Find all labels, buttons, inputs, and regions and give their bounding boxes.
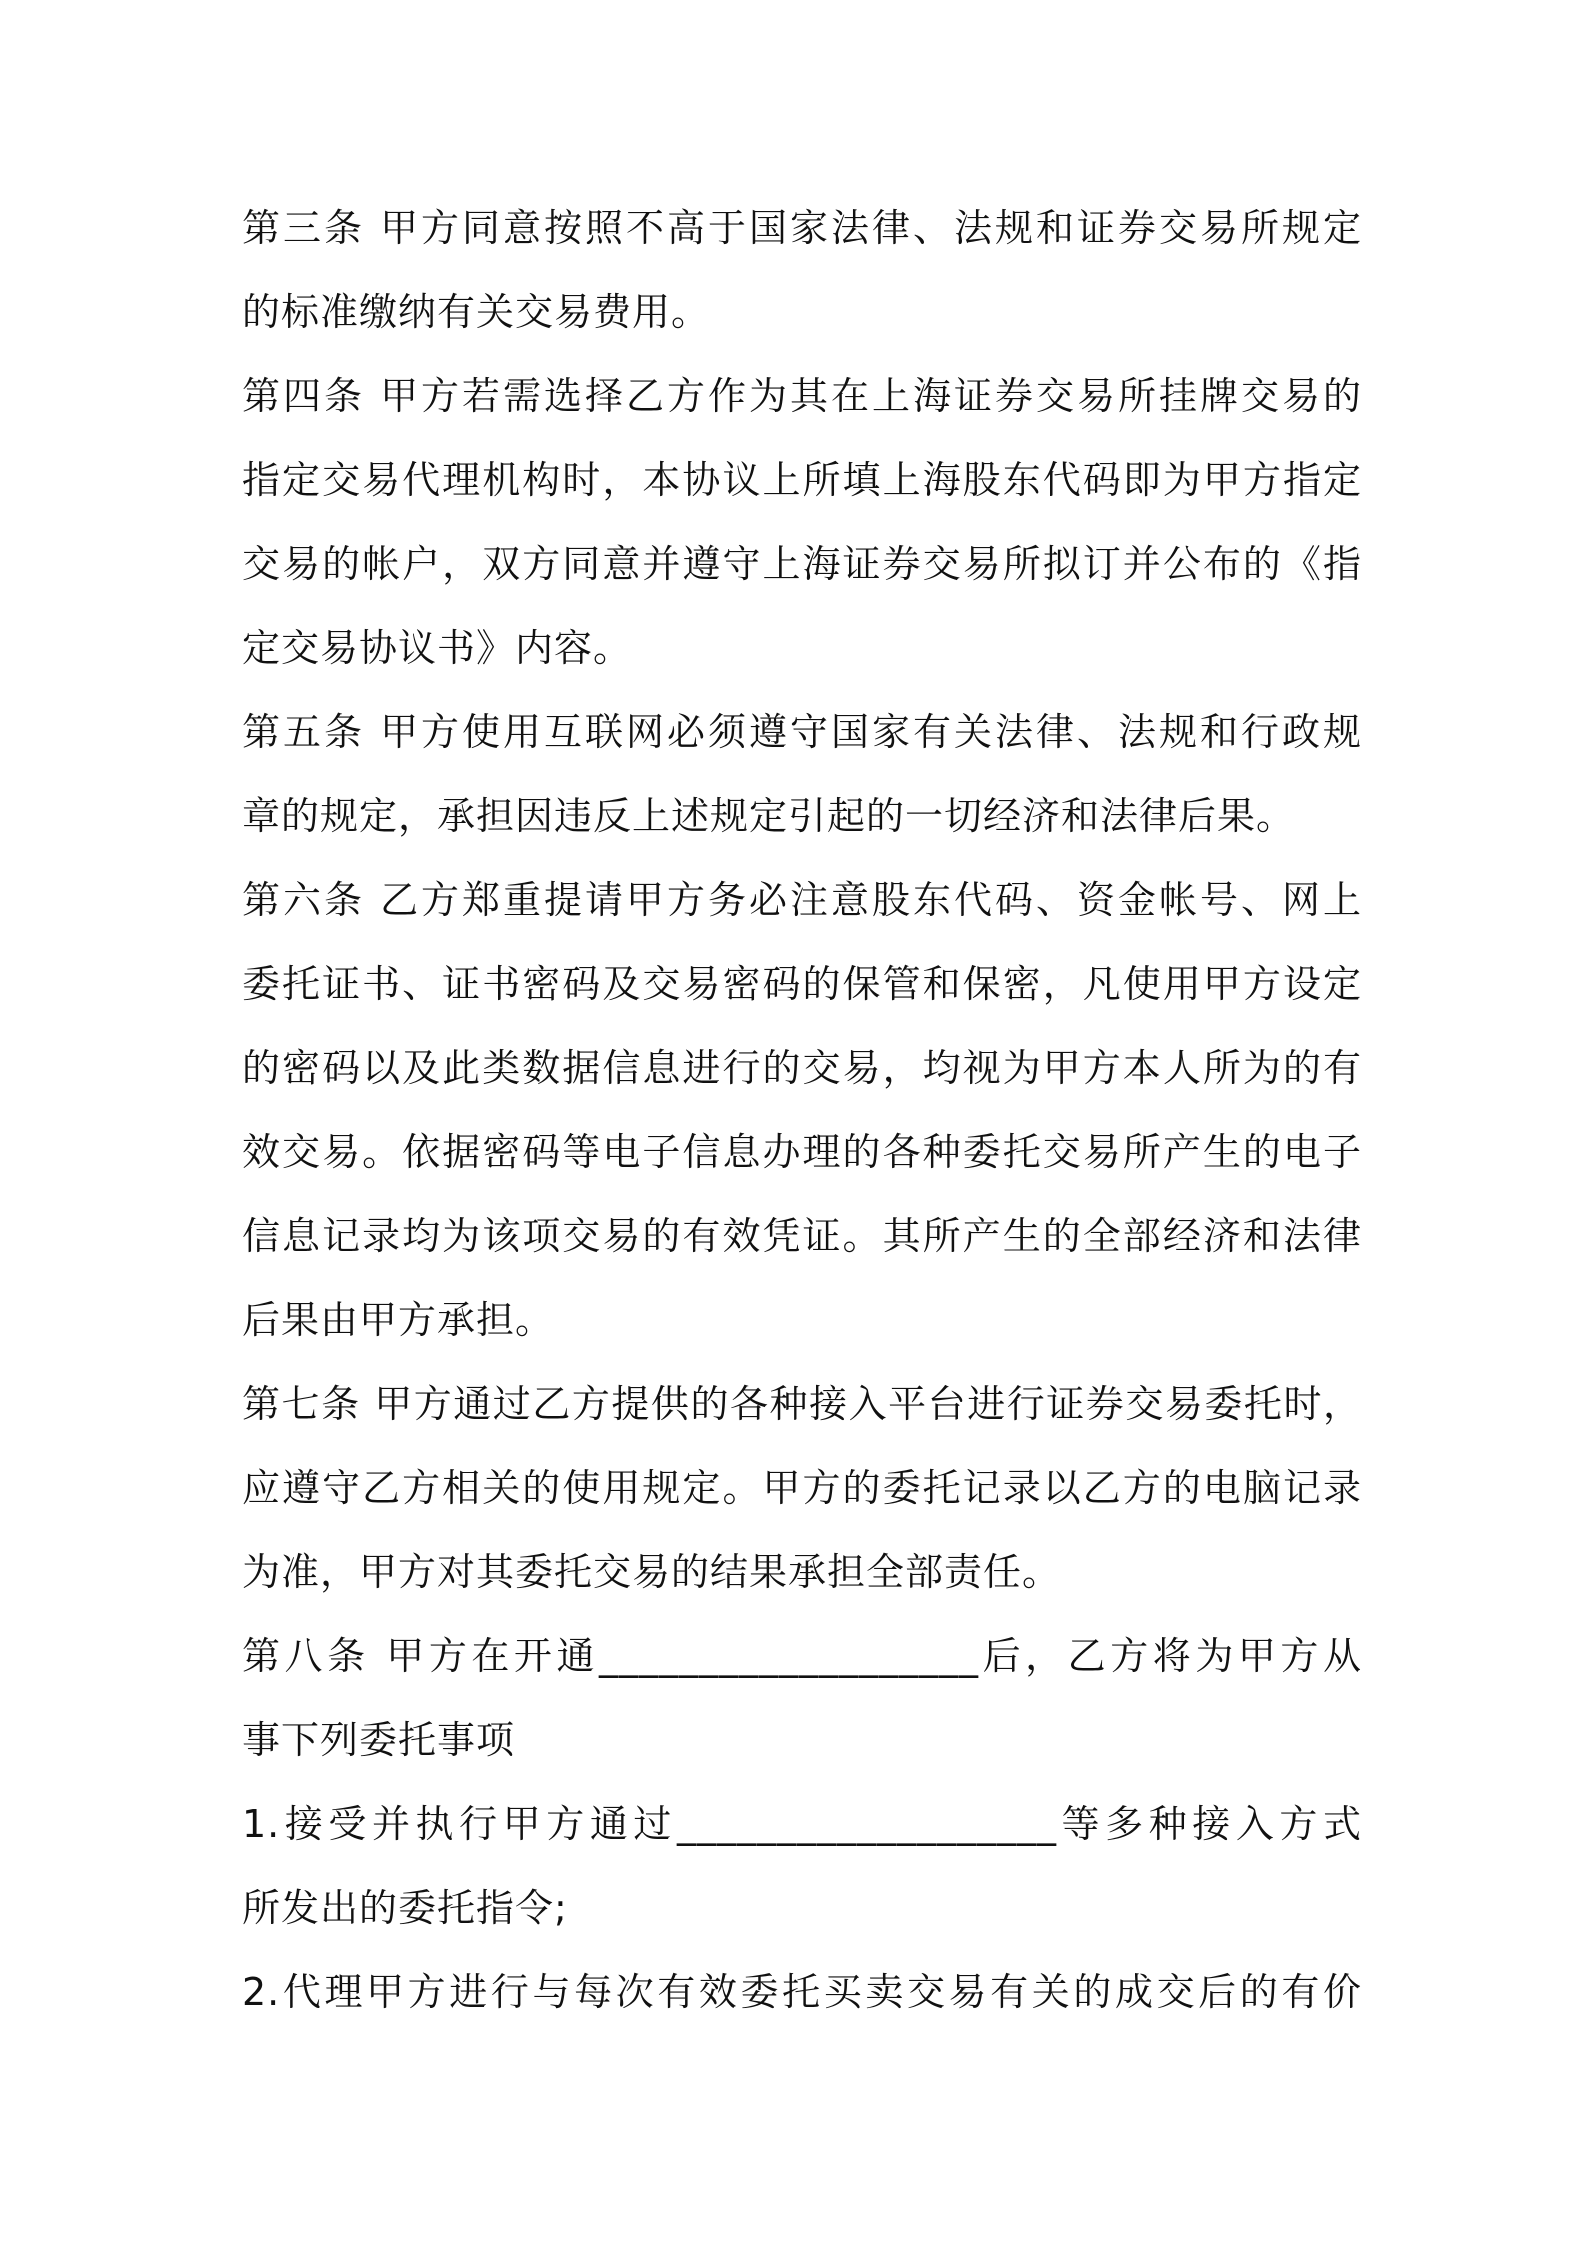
text-line: 为准，甲方对其委托交易的结果承担全部责任。 (242, 1550, 1062, 1594)
text-line: 第六条 乙方郑重提请甲方务必注意股东代码、资金帐号、网上 (242, 878, 1362, 922)
text-line: 第三条 甲方同意按照不高于国家法律、法规和证券交易所规定 (242, 206, 1362, 250)
document-body (242, 186, 1362, 2034)
text-line: 应遵守乙方相关的使用规定。甲方的委托记录以乙方的电脑记录 (242, 1466, 1362, 1510)
text-line: 第七条 甲方通过乙方提供的各种接入平台进行证券交易委托时， (242, 1382, 1362, 1426)
text-line: 1.接受并执行甲方通过___________________等多种接入方式 (242, 1802, 1362, 1846)
text-line: 事下列委托事项 (242, 1718, 516, 1762)
text-line: 第四条 甲方若需选择乙方作为其在上海证券交易所挂牌交易的 (242, 374, 1362, 418)
text-line: 2.代理甲方进行与每次有效委托买卖交易有关的成交后的有价 (242, 1970, 1362, 2014)
text-line: 指定交易代理机构时，本协议上所填上海股东代码即为甲方指定 (242, 458, 1362, 502)
text-line: 第八条 甲方在开通___________________后，乙方将为甲方从 (242, 1634, 1362, 1678)
text-line: 交易的帐户，双方同意并遵守上海证券交易所拟订并公布的《指 (242, 542, 1362, 586)
text-line: 定交易协议书》内容。 (242, 626, 633, 670)
text-line: 章的规定，承担因违反上述规定引起的一切经济和法律后果。 (242, 794, 1296, 838)
text-line: 第五条 甲方使用互联网必须遵守国家有关法律、法规和行政规 (242, 710, 1362, 754)
text-line: 的标准缴纳有关交易费用。 (242, 290, 711, 334)
text-line: 所发出的委托指令; (242, 1886, 568, 1930)
text-line: 的密码以及此类数据信息进行的交易，均视为甲方本人所为的有 (242, 1046, 1362, 1090)
text-line: 委托证书、证书密码及交易密码的保管和保密，凡使用甲方设定 (242, 962, 1362, 1006)
text-line: 信息记录均为该项交易的有效凭证。其所产生的全部经济和法律 (242, 1214, 1362, 1258)
text-line: 后果由甲方承担。 (242, 1298, 555, 1342)
text-line: 效交易。依据密码等电子信息办理的各种委托交易所产生的电子 (242, 1130, 1362, 1174)
